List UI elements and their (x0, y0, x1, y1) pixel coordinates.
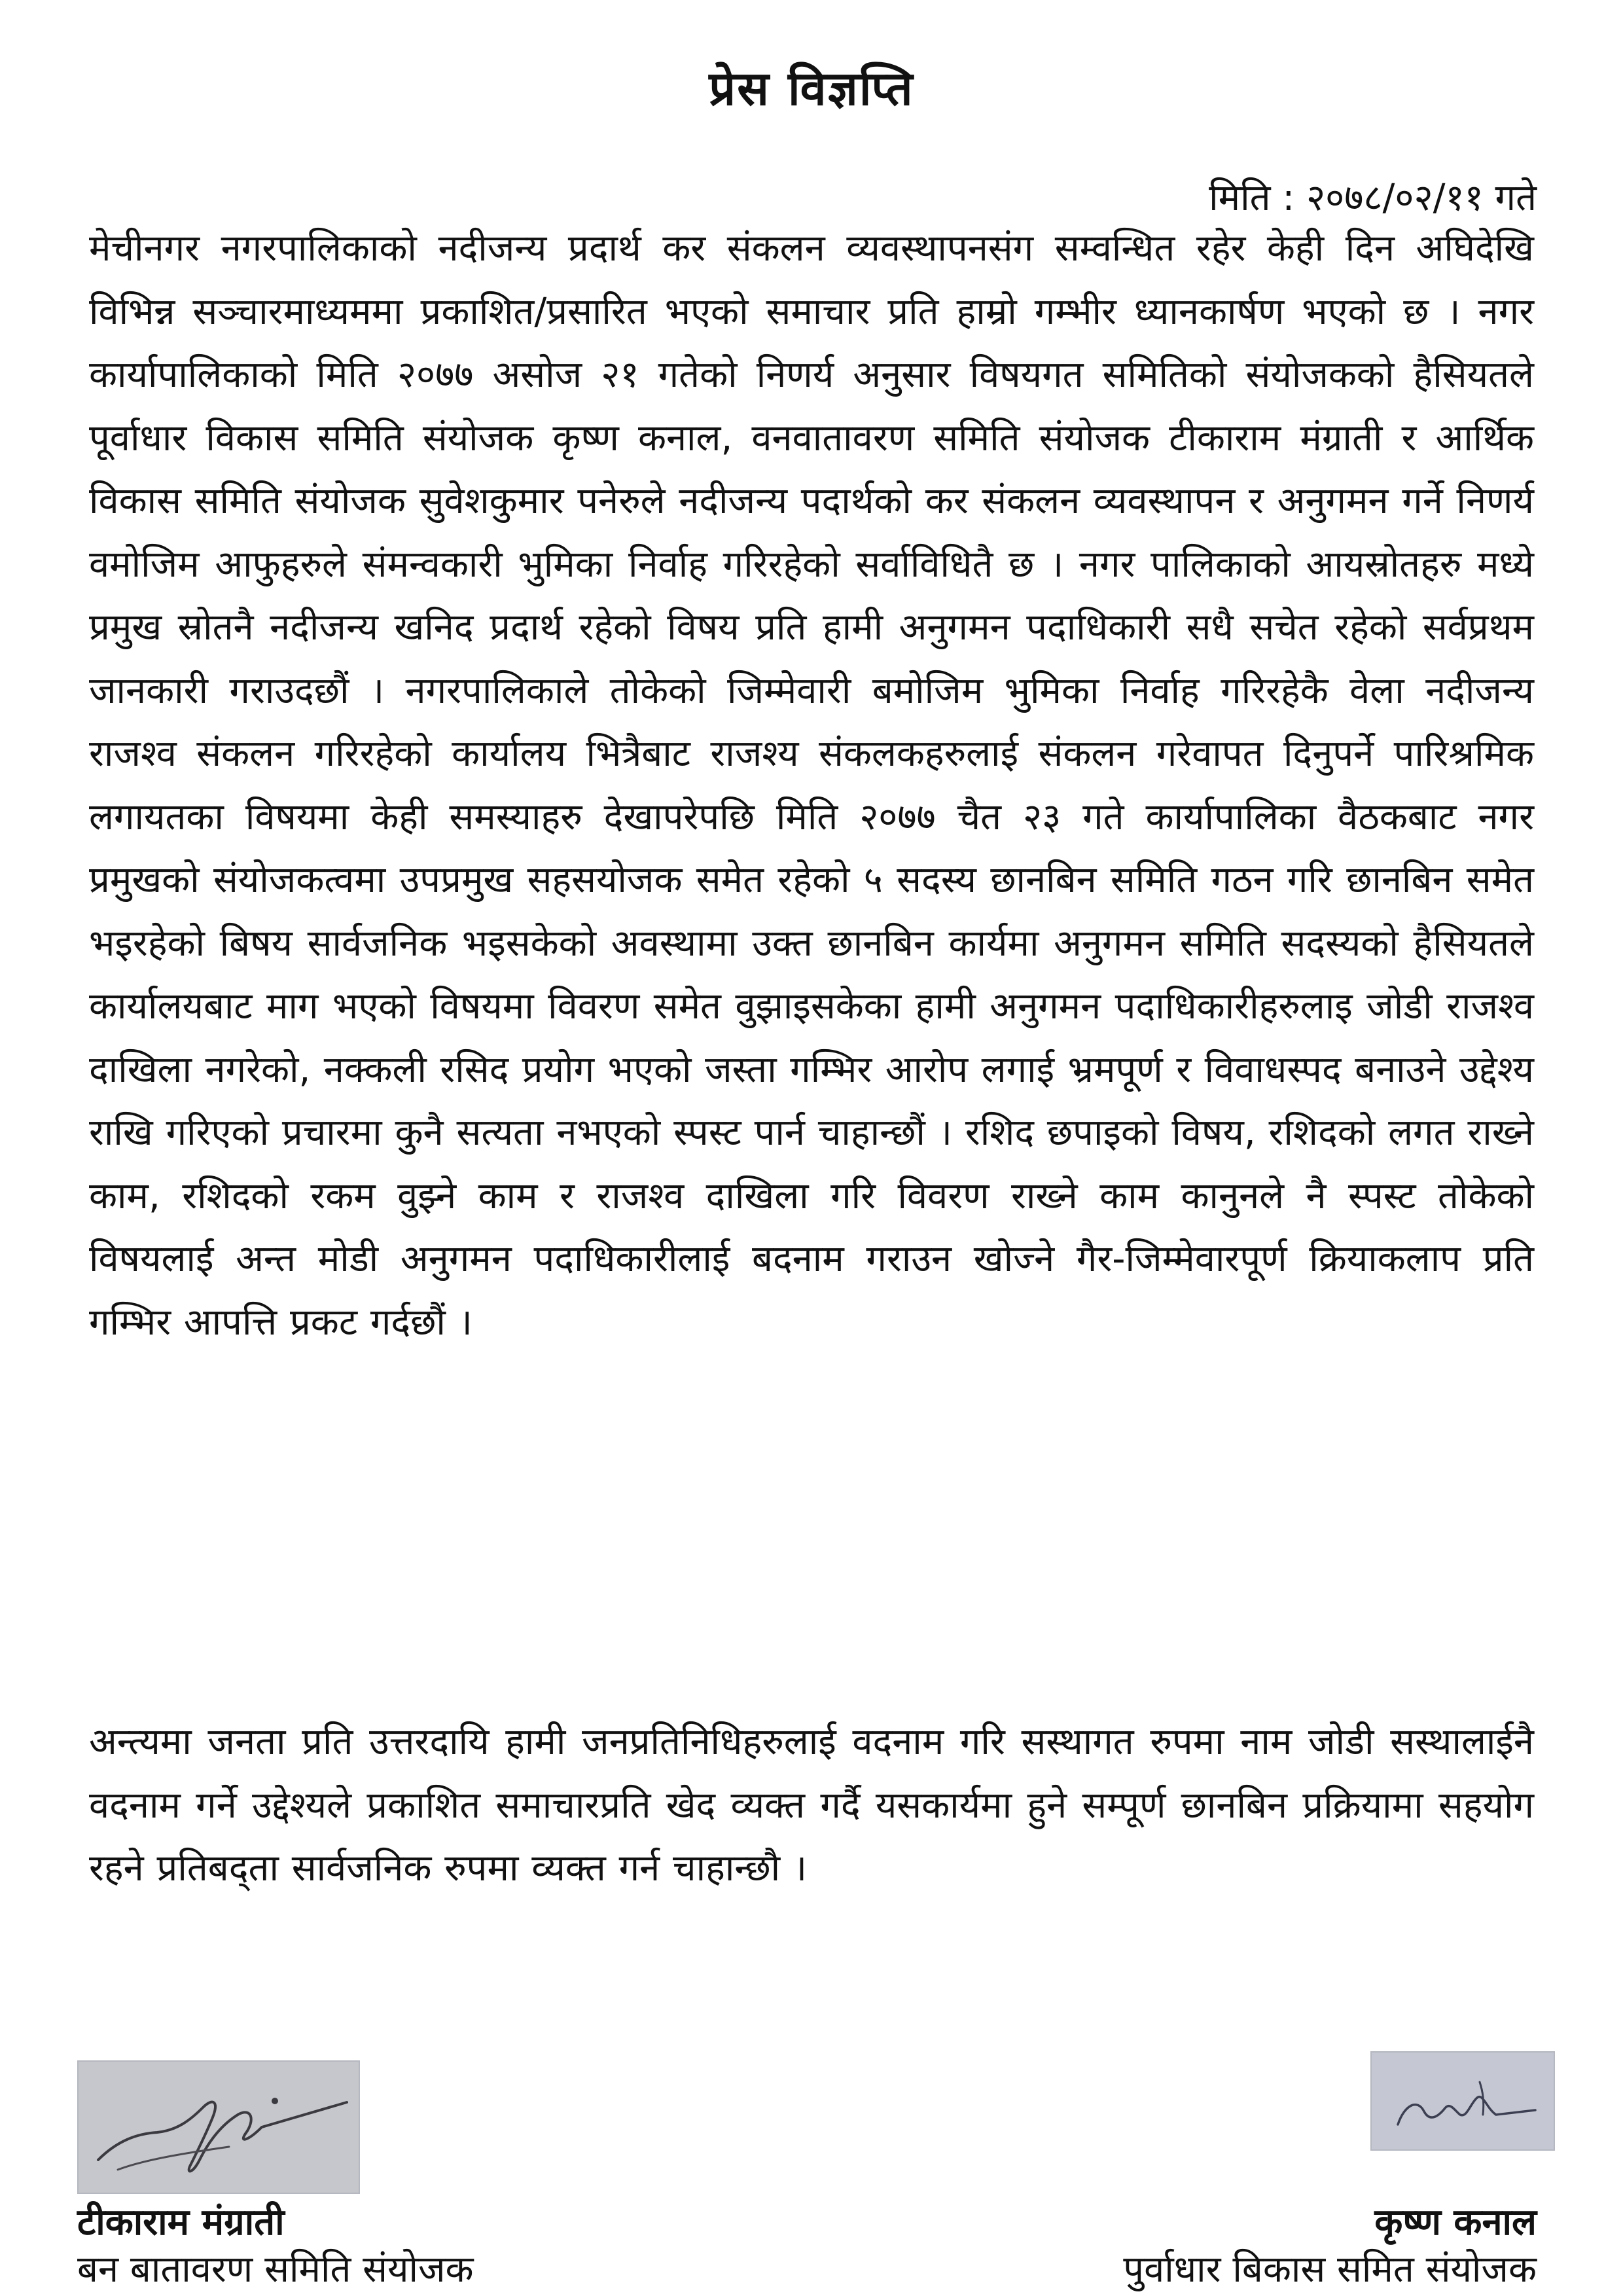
signatory-right-role: पुर्वाधार बिकास समित संयोजक (1123, 2248, 1537, 2291)
document-date: मिति : २०७८/०२/११ गते (1209, 177, 1537, 219)
signatory-right (1123, 2199, 1537, 2293)
signatory-right-name: कृष्ण कनाल (1374, 2201, 1537, 2244)
document-title: प्रेस विज्ञप्ति (709, 61, 914, 116)
body-paragraph-1: मेचीनगर नगरपालिकाको नदीजन्य प्रदार्थ कर संकलन व्यवस्थापनसंग सम्वन्धित रहेर केही दिन अघिदेखि विभिन्न सञ्चारमाध्यममा प्रकाशित/प्रसारित भएको समाचार प्रति हाम्रो गम्भीर ध्यानकार्षण भएको छ । नगर कार्यापालिकाको मिति २०७७ असोज २१ गतेको निणर्य अनुसार विषयगत समितिको संयोजकको हैसियतले पूर्वाधार विकास समिति संयोजक कृष्ण कनाल, वनवातावरण समिति संयोजक टीकाराम मंग्राती र आर्थिक विकास समिति संयोजक सुवेशकुमार पनेरुले नदीजन्य पदार्थको कर संकलन व्यवस्थापन र अनुगमन गर्ने निणर्य वमोजिम आफुहरुले संमन्वकारी भुमिका निर्वाह गरिरहेको सर्वाविधितै छ । नगर पालिकाको आयस्रोतहरु मध्ये प्रमुख स्रोतनै नदीजन्य खनिद प्रदार्थ रहेको विषय प्रति हामी अनुगमन पदाधिकारी सधै सचेत रहेको सर्वप्रथम जानकारी गराउदछौं । नगरपालिकाले तोकेको जिम्मेवारी बमोजिम भुमिका निर्वाह गरिरहेकै वेला नदीजन्य राजश्व संकलन गरिरहेको कार्यालय भित्रैबाट राजश्य संकलकहरुलाई संकलन गरेवापत दिनुपर्ने पारिश्रमिक लगायतका विषयमा केही समस्याहरु देखापरेपछि मिति २०७७ चैत २३ गते कार्यापालिका वैठकबाट नगर प्रमुखको संयोजकत्वमा उपप्रमुख सहसयोजक समेत रहेको ५ सदस्य छानबिन समिति गठन गरि छानबिन समेत भइरहेको बिषय सार्वजनिक भइसकेको अवस्थामा उक्त छानबिन कार्यमा अनुगमन समिति सदस्यको हैसियतले कार्यालयबाट माग भएको विषयमा विवरण समेत वुझाइसकेका हामी अनुगमन पदाधिकारीहरुलाइ जोडी राजश्व दाखिला नगरेको, नक्कली रसिद प्रयोग भएको जस्ता गम्भिर आरोप लगाई भ्रमपूर्ण र विवाधस्पद बनाउने उद्देश्य राखि गरिएको प्रचारमा कुनै सत्यता नभएको स्पस्ट पार्न चाहान्छौं । रशिद छपाइको विषय, रशिदको लगत राख्ने काम, रशिदको रकम वुझ्ने काम र राजश्व दाखिला गरि विवरण राख्ने काम कानुनले नै स्पस्ट तोकेको विषयलाई अन्त मोडी अनुगमन पदाधिकारीलाई बदनाम गराउन खोज्ने गैर-जिम्मेवारपूर्ण क्रियाकलाप प्रति गम्भिर आपत्ति प्रकट गर्दछौं । (89, 227, 1534, 1344)
signature-image-left (77, 2060, 360, 2194)
signatory-left (77, 2199, 474, 2293)
signatory-left-role: बन बातावरण समिति संयोजक (77, 2248, 474, 2291)
body-paragraph-2: अन्त्यमा जनता प्रति उत्तरदायि हामी जनप्रतिनिधिहरुलाई वदनाम गरि सस्थागत रुपमा नाम जोडी सस्थालाईनै वदनाम गर्ने उद्देश्यले प्रकाशित समाचारप्रति खेद व्यक्त गर्दै यसकार्यमा हुने सम्पूर्ण छानबिन प्रक्रियामा सहयोग रहने प्रतिबद्ता सार्वजनिक रुपमा व्यक्त गर्न चाहान्छौ । (89, 1721, 1534, 1890)
signatory-left-name: टीकाराम मंग्राती (77, 2201, 285, 2244)
signature-image-right (1370, 2051, 1555, 2151)
